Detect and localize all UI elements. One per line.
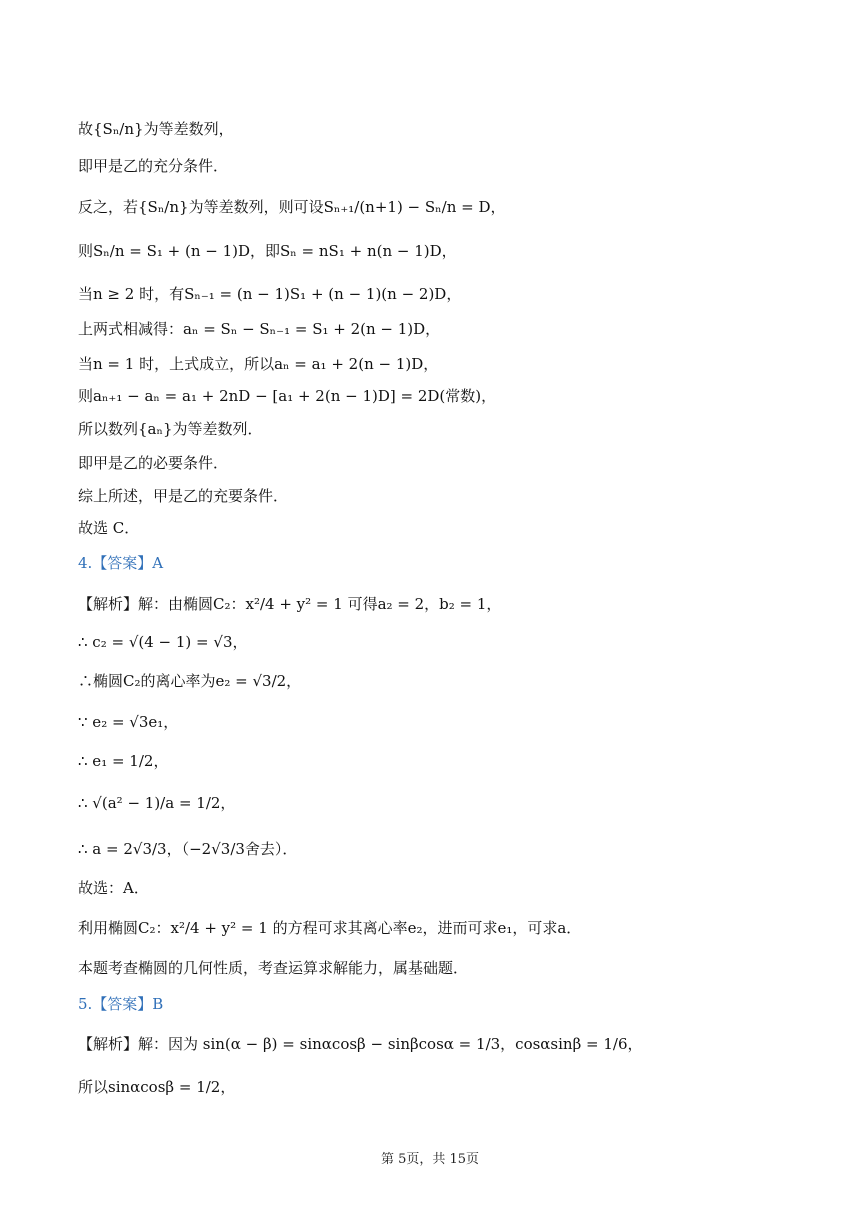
text-line: 上两式相减得：aₙ = Sₙ − Sₙ₋₁ = S₁ + 2(n − 1)D， (78, 320, 441, 338)
text-line: 所以数列{aₙ}为等差数列． (78, 420, 263, 438)
text-line: 当n = 1 时，上式成立，所以aₙ = a₁ + 2(n − 1)D， (78, 355, 439, 373)
text-line: 5.【答案】B (78, 995, 164, 1013)
text-line: 综上所述，甲是乙的充要条件． (78, 487, 289, 505)
text-line: 本题考查椭圆的几何性质，考查运算求解能力，属基础题． (78, 959, 469, 977)
text-line: ∵ e₂ = √3e₁， (78, 713, 179, 731)
text-line: ∴ a = 2√3/3，（−2√3/3舍去）． (78, 840, 298, 858)
text-line: 利用椭圆C₂：x²/4 + y² = 1 的方程可求其离心率e₂，进而可求e₁，可求a． (78, 919, 582, 937)
text-line: 【解析】解：因为 sin(α − β) = sinαcosβ − sinβcosα = 1/3，cosαsinβ = 1/6， (78, 1035, 643, 1053)
text-line: 即甲是乙的必要条件． (78, 454, 229, 472)
text-line: 即甲是乙的充分条件． (78, 157, 229, 175)
text-line: 故选：A． (78, 879, 149, 897)
text-line: 反之，若{Sₙ/n}为等差数列，则可设Sₙ₊₁/(n+1) − Sₙ/n = D， (78, 198, 506, 216)
text-line: 【解析】解：由椭圆C₂：x²/4 + y² = 1 可得a₂ = 2，b₂ = 1， (78, 595, 502, 613)
text-line: 所以sinαcosβ = 1/2， (78, 1078, 236, 1096)
text-line: 则Sₙ/n = S₁ + (n − 1)D，即Sₙ = nS₁ + n(n − 1)D， (78, 242, 457, 260)
page-footer: 第 5页，共 15页 (380, 1152, 480, 1167)
text-line: 故{Sₙ/n}为等差数列， (78, 120, 234, 138)
text-line: ∴ c₂ = √(4 − 1) = √3， (78, 633, 248, 651)
text-line: 当n ≥ 2 时，有Sₙ₋₁ = (n − 1)S₁ + (n − 1)(n − 2)D， (78, 285, 462, 303)
text-line: ∴ e₁ = 1/2， (78, 752, 169, 770)
text-line: 4.【答案】A (78, 554, 164, 572)
text-line: 则aₙ₊₁ − aₙ = a₁ + 2nD − [a₁ + 2(n − 1)D] = 2D(常数)， (78, 387, 497, 405)
text-line: 故选 C． (78, 519, 140, 537)
text-line: ∴ √(a² − 1)/a = 1/2， (78, 794, 236, 812)
text-line: ∴椭圆C₂的离心率为e₂ = √3/2， (78, 672, 302, 690)
